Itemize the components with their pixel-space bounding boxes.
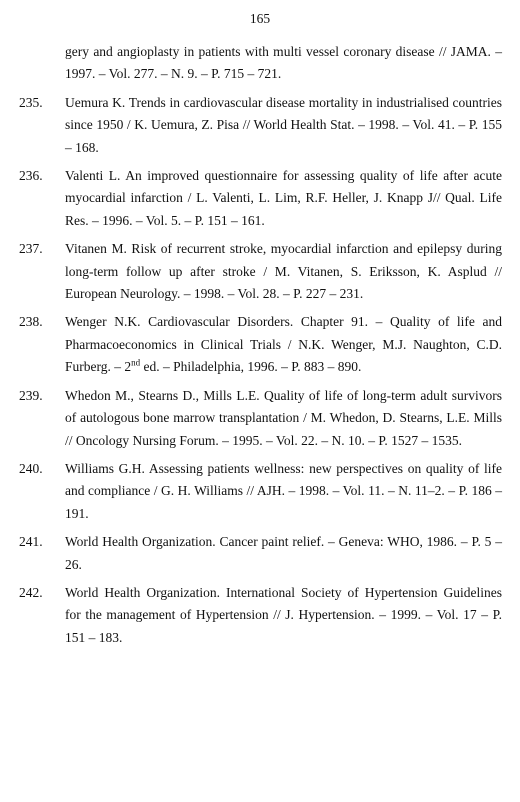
reference-list bbox=[19, 41, 502, 655]
reference-text: Uemura K. Trends in cardiovascular disease mortality in industrialised countries since 1950 / K. Uemura, Z. Pisa // World Health Stat. – 1998. – Vol. 41. – P. 155 – 168. bbox=[65, 94, 502, 155]
reference-number: 238. bbox=[19, 314, 43, 330]
reference-text: Williams G.H. Assessing patients wellness: new perspectives on quality of life and compliance / G. H. Williams // AJH. – 1998. – Vol. 11. – N. 11–2. – P. 186 – 191. bbox=[65, 460, 502, 521]
reference-item bbox=[19, 531, 502, 576]
reference-item bbox=[19, 165, 502, 232]
reference-number: 242. bbox=[19, 584, 43, 600]
reference-number: 237. bbox=[19, 241, 43, 257]
reference-text-part: Wenger N.K. Cardiovascular Disorders. Chapter 91. – Quality of life and Pharmacoeconomics in Clinical Trials / N.K. Wenger, M.J. Naughton, C.D. Furberg. – 2 bbox=[65, 314, 502, 375]
reference-text: Whedon M., Stearns D., Mills L.E. Quality of life of long-term adult survivors of autologous bone marrow transplantation / M. Whedon, D. Stearns, L.E. Mills // Oncology Nursing Forum. – 1995. – Vol. 22. – N. 10. – P. 1527 – 1535. bbox=[65, 387, 502, 448]
reference-text: World Health Organization. Cancer paint relief. – Geneva: WHO, 1986. – P. 5 – 26. bbox=[65, 534, 502, 572]
reference-item bbox=[19, 458, 502, 525]
reference-item bbox=[19, 311, 502, 378]
ordinal-superscript: nd bbox=[131, 357, 141, 368]
reference-text: Vitanen M. Risk of recurrent stroke, myocardial infarction and epilepsy during long-term follow up after stroke / M. Vitanen, S. Eriksson, K. Asplud // European Neurology. – 1998. – Vol. 28. – P. 227 – 231. bbox=[65, 241, 502, 302]
reference-number: 240. bbox=[19, 460, 43, 476]
reference-number: 241. bbox=[19, 534, 43, 550]
reference-text: Valenti L. An improved questionnaire for assessing quality of life after acute myocardial infarction / L. Valenti, L. Lim, R.F. Heller, J. Knapp J// Qual. Life Res. – 1996. – Vol. 5. – P. 151 – 161. bbox=[65, 168, 502, 228]
reference-continuation bbox=[19, 41, 502, 86]
reference-number: 236. bbox=[19, 168, 43, 184]
reference-item bbox=[19, 238, 502, 305]
reference-text-part: ed. – Philadelphia, 1996. – P. 883 – 890. bbox=[140, 359, 362, 375]
page-number: 165 bbox=[249, 11, 271, 26]
reference-text: gery and angioplasty in patients with multi vessel coronary disease // JAMA. – 1997. – Vol. 277. – N. 9. – P. 715 – 721. bbox=[65, 44, 502, 82]
reference-number: 235. bbox=[19, 94, 43, 110]
reference-item bbox=[19, 385, 502, 452]
reference-item bbox=[19, 92, 502, 159]
reference-text bbox=[65, 314, 502, 374]
reference-item bbox=[19, 582, 502, 649]
reference-number: 239. bbox=[19, 387, 43, 403]
reference-text: World Health Organization. International Society of Hypertension Guidelines for the management of Hypertension // J. Hypertension. – 1999. – Vol. 17 – P. 151 – 183. bbox=[65, 584, 502, 645]
